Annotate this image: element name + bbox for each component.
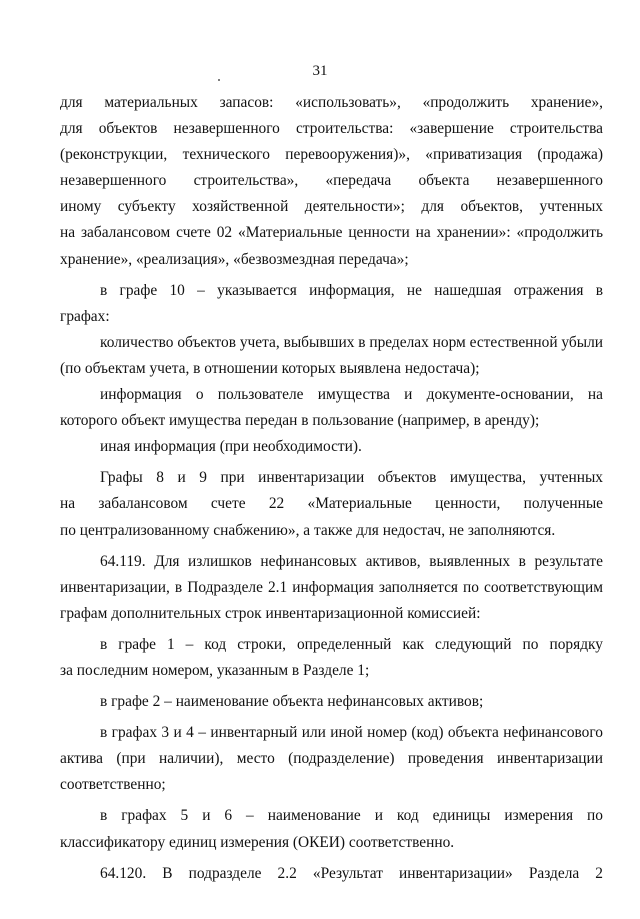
text-line: хранение», «реализация», «безвозмездная передача»; bbox=[60, 250, 409, 268]
document-body bbox=[60, 90, 603, 887]
paragraph bbox=[60, 434, 603, 460]
paragraph bbox=[60, 330, 603, 382]
text-line: инвентаризации, в Подразделе 2.1 информация заполняется по соответствующим bbox=[60, 578, 603, 596]
paragraph bbox=[60, 861, 603, 887]
text-line: на забалансовом счете 02 «Материальные ценности на хранении»: «продолжить bbox=[60, 224, 603, 242]
text-line: количество объектов учета, выбывших в пределах норм естественной убыли bbox=[100, 333, 603, 351]
text-line: иному субъекту хозяйственной деятельности»; для объектов, учтенных bbox=[60, 198, 603, 216]
text-line: графах: bbox=[60, 307, 110, 325]
paragraph bbox=[60, 465, 603, 543]
text-line: графам дополнительных строк инвентаризационной комиссией: bbox=[60, 604, 481, 622]
text-line: актива (при наличии), место (подразделение) проведения инвентаризации bbox=[60, 750, 603, 768]
text-line: 64.119. Для излишков нефинансовых активов, выявленных в результате bbox=[100, 552, 603, 570]
text-line: для материальных запасов: «использовать», «продолжить хранение», bbox=[60, 94, 603, 111]
paragraph bbox=[60, 382, 603, 434]
text-line: в графах 3 и 4 – инвентарный или иной номер (код) объекта нефинансового bbox=[100, 724, 603, 742]
text-line: соответственно; bbox=[60, 776, 166, 794]
paragraph bbox=[60, 632, 603, 684]
text-line: информация о пользователе имущества и документе-основании, на bbox=[100, 386, 603, 404]
text-line: на забалансовом счете 22 «Материальные ценности, полученные bbox=[60, 495, 603, 513]
text-line: иная информация (при необходимости). bbox=[100, 438, 362, 456]
text-line: в графе 1 – код строки, определенный как следующий по порядку bbox=[100, 635, 603, 653]
page-number: 31 bbox=[312, 63, 328, 79]
text-line: в графе 2 – наименование объекта нефинансовых активов; bbox=[100, 693, 484, 711]
text-line: за последним номером, указанным в Разделе 1; bbox=[60, 661, 370, 679]
text-line: (реконструкции, технического перевооружения)», «приватизация (продажа) bbox=[60, 146, 603, 164]
text-line: (по объектам учета, в отношении которых выявлена недостача); bbox=[60, 359, 480, 377]
paragraph bbox=[60, 803, 603, 855]
text-line: Графы 8 и 9 при инвентаризации объектов имущества, учтенных bbox=[100, 469, 603, 487]
paragraph bbox=[60, 549, 603, 627]
text-line: незавершенного строительства», «передача объекта незавершенного bbox=[60, 172, 603, 190]
text-line: в графах 5 и 6 – наименование и код единицы измерения по bbox=[100, 807, 603, 825]
paragraph bbox=[60, 689, 603, 715]
text-line: для объектов незавершенного строительства: «завершение строительства bbox=[60, 120, 603, 138]
text-line: в графе 10 – указывается информация, не нашедшая отражения в bbox=[100, 281, 603, 299]
text-line: которого объект имущества передан в пользование (например, в аренду); bbox=[60, 412, 540, 430]
paragraph bbox=[60, 720, 603, 798]
text-line: 64.120. В подразделе 2.2 «Результат инвентаризации» Раздела 2 bbox=[100, 864, 603, 882]
paragraph bbox=[60, 278, 603, 330]
text-line: по централизованному снабжению», а также для недостач, не заполняются. bbox=[60, 521, 556, 539]
paragraph bbox=[60, 90, 603, 273]
text-line: классификатору единиц измерения (ОКЕИ) соответственно. bbox=[60, 833, 455, 851]
